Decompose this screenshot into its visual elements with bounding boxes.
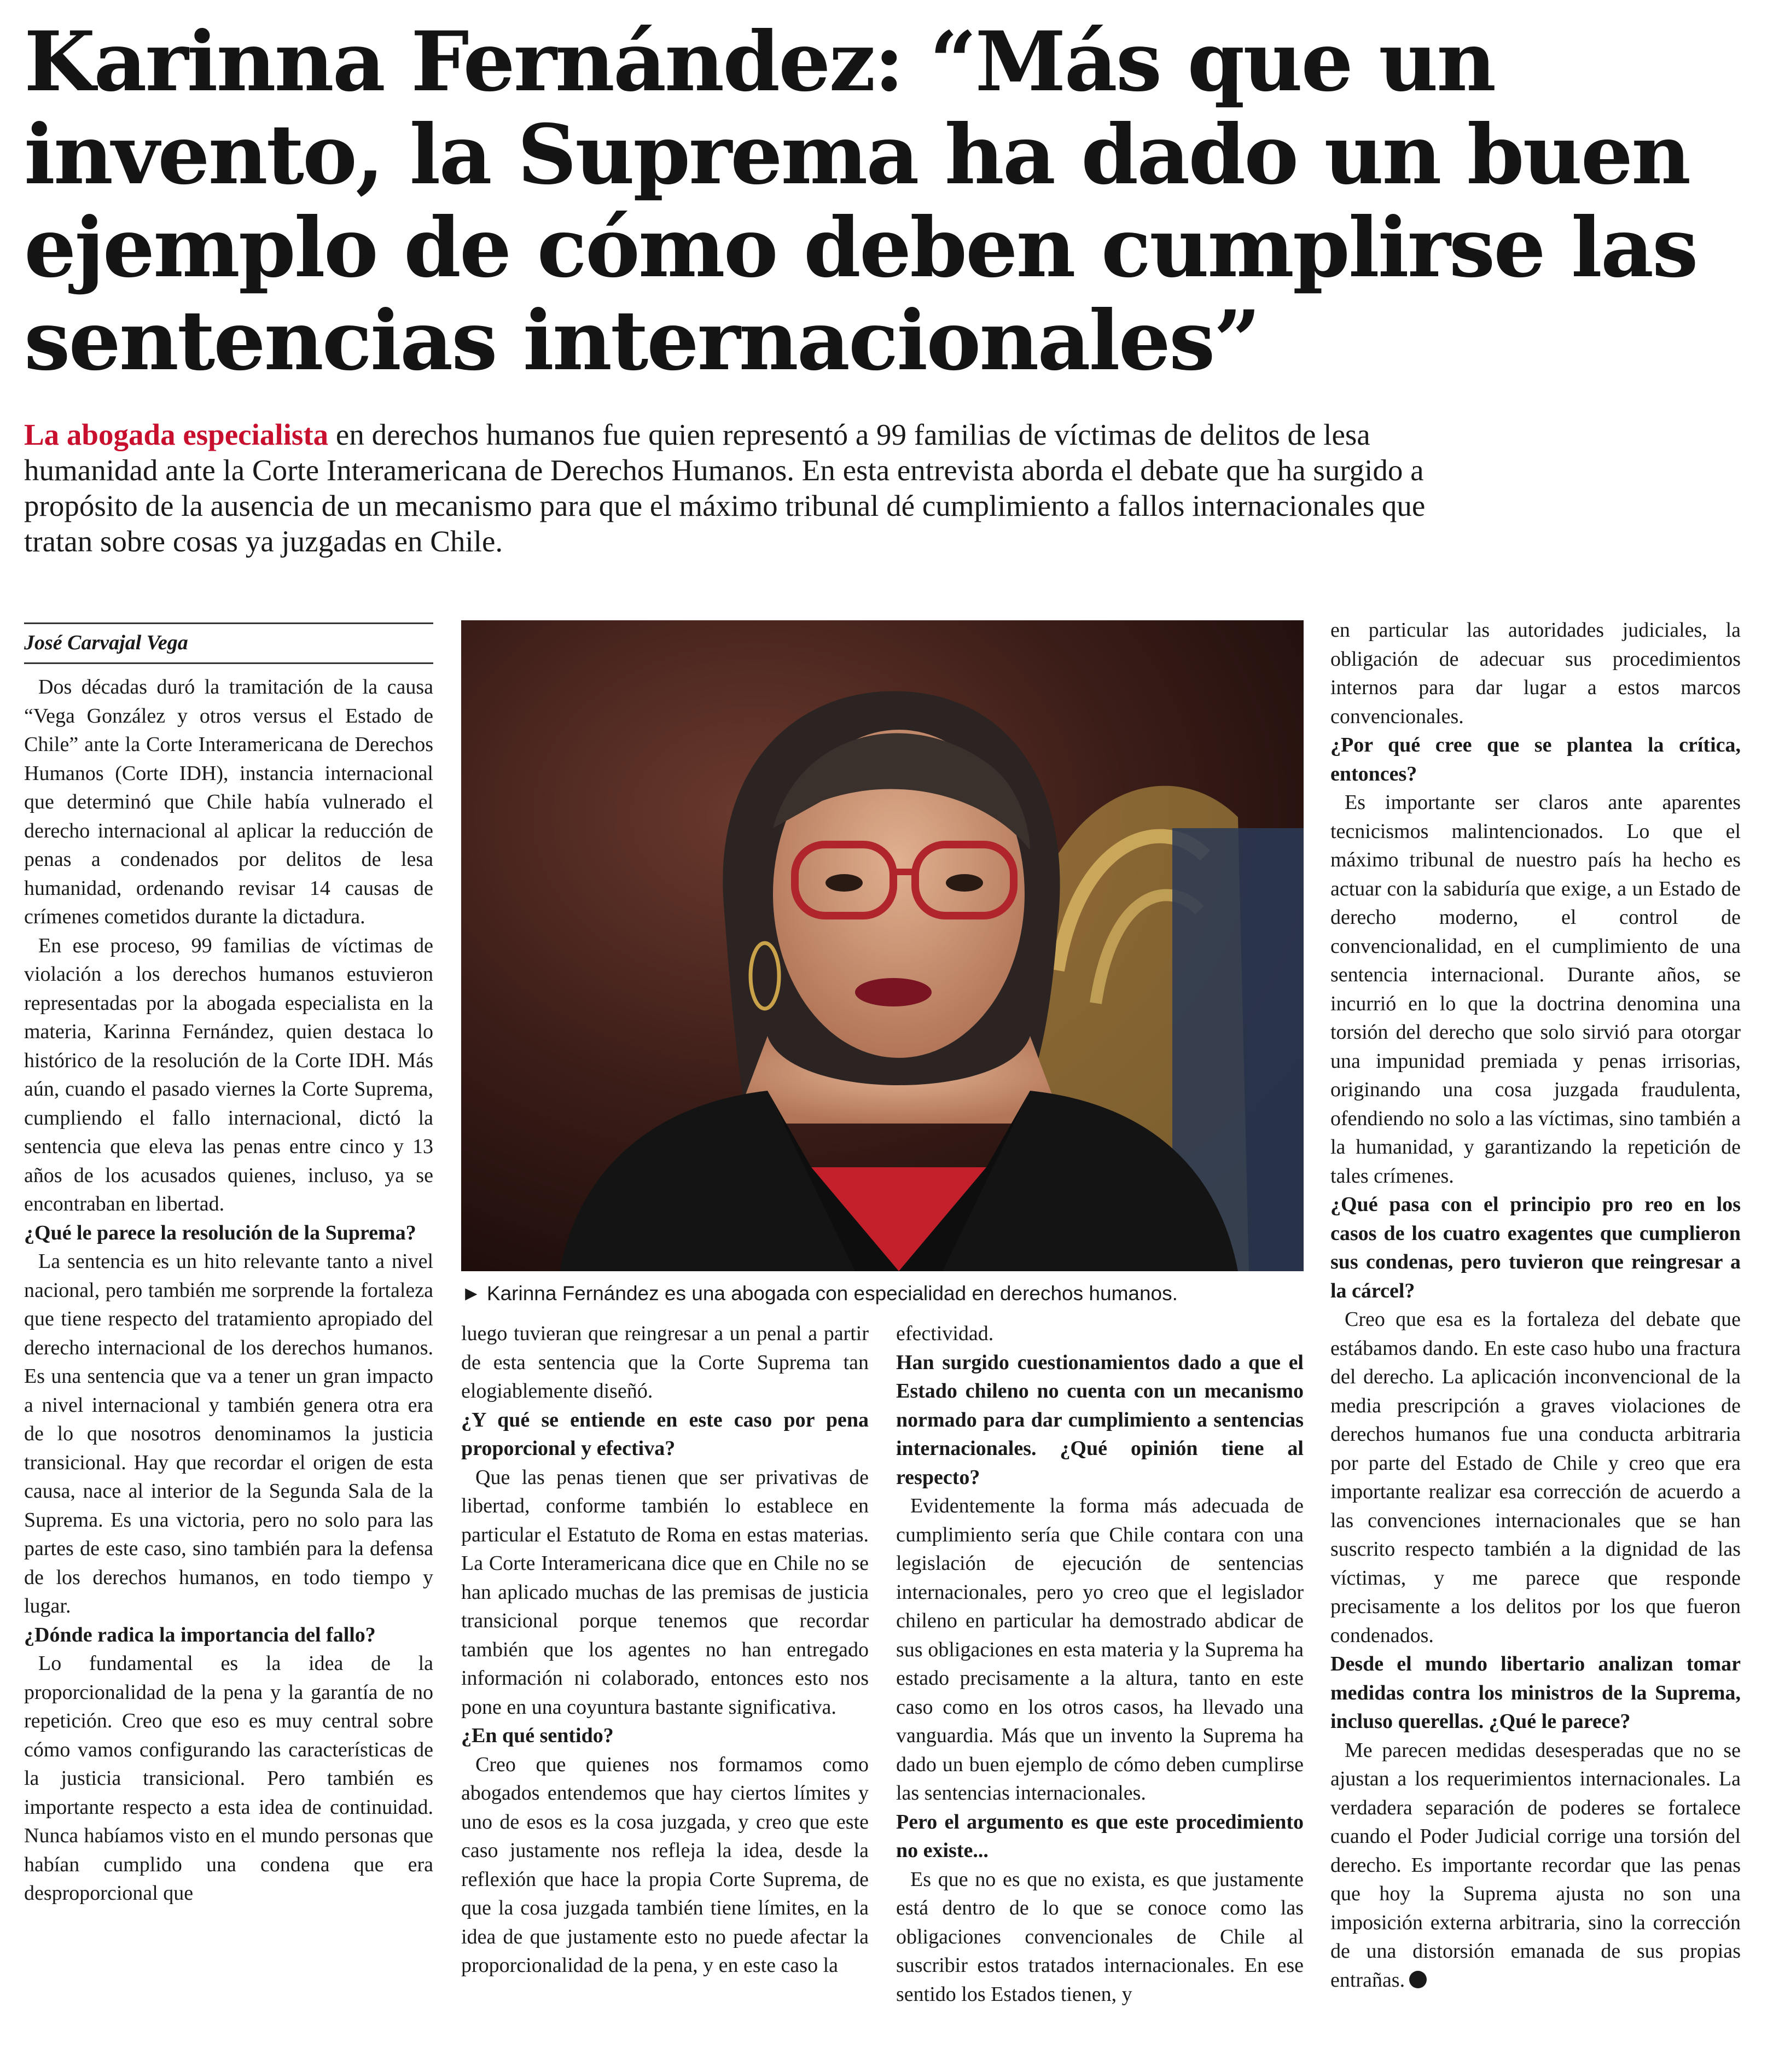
answer: Creo que quienes nos formamos como abogados entendemos que hay ciertos límites y uno de esos es la cosa juzgada, y creo que este caso justamente nos refleja la idea, desde la reflexión que hace la propia Corte Suprema, de que la cosa juzgada también tiene límites, en la idea de que justamente esto no puede afectar la proporcionalidad de la pena, y en este caso la xyxy=(461,1753,869,1977)
question: Pero el argumento es que este procedimiento no existe... xyxy=(896,1810,1304,1862)
question: ¿Qué le parece la resolución de la Suprema? xyxy=(24,1221,416,1244)
answer-continued: efectividad. xyxy=(896,1322,994,1345)
byline-box xyxy=(24,622,433,664)
lead-paragraph xyxy=(24,417,1501,559)
question: ¿Dónde radica la importancia del fallo? xyxy=(24,1623,376,1646)
answer-continued: luego tuvieran que reingresar a un penal a partir de esta sentencia que la Corte Suprema tan elogiablemente diseñó. xyxy=(461,1322,869,1402)
question: ¿Por qué cree que se plantea la crítica, entonces? xyxy=(1330,734,1741,785)
question: ¿Qué pasa con el principio pro reo en los casos de los cuatro exagentes que cumplieron sus condenas, pero tuvieron que reingresar a la cárcel? xyxy=(1330,1193,1741,1302)
answer: Es importante ser claros ante aparentes tecnicismos malintencionados. Lo que el máximo tribunal de nuestro país ha hecho es actuar con la sabiduría que exige, a un Estado de derecho moderno, el control de convencionalidad, en el cumplimiento de una sentencia internacional. Durante años, se incurrió en lo que la doctrina denomina una torsión del derecho que solo sirvió para otorgar una impunidad premiada y penas irrisorias, originando una cosa juzgada fraudulenta, ofendiendo no solo a las víctimas, sino también a la humanidad, y garantizando la repetición de tales crímenes. xyxy=(1330,791,1741,1188)
answer: Evidentemente la forma más adecuada de cumplimiento sería que Chile contara con una legislación de ejecución de sentencias internacionales, pero yo creo que el legislador chileno en particular ha demostrado abdicar de sus obligaciones en esta materia y la Suprema ha estado precisamente a la altura, tanto en este caso como en los otros casos, ha llevado una vanguardia. Más que un invento la Suprema ha dado un buen ejemplo de cómo deben cumplirse las sentencias internacionales. xyxy=(896,1494,1304,1805)
end-mark-icon xyxy=(1409,1971,1427,1988)
lead-accent: La abogada especialista xyxy=(24,418,329,451)
answer: Creo que esa es la fortaleza del debate que estábamos dando. En este caso hubo una fractura del derecho. La aplicación inconvencional de la media prescripción a graves violaciones de derechos humanos fue una conducta arbitraria por parte del Estado de Chile y creo que era importante realizar esa corrección de acuerdo a las convenciones internacionales que se han suscrito respecto también a la dignidad de las víctimas, y me parece que responde precisamente a los delitos por los que fueron condenados. xyxy=(1330,1308,1741,1647)
headline: Karinna Fernández: “Más que un invento, la Suprema ha dado un buen ejemplo de cómo deben cumplirse las sentencias internacionales” xyxy=(24,14,1697,389)
question: ¿Y qué se entiende en este caso por pena proporcional y efectiva? xyxy=(461,1408,869,1460)
answer: Lo fundamental es la idea de la proporcionalidad de la pena y la garantía de no repetición. Creo que eso es muy central sobre cómo vamos configurando las características de la justicia transicional. Pero también es importante respecto a esta idea de continuidad. Nunca habíamos visto en el mundo personas que habían cumplido una condena que era desproporcional que xyxy=(24,1652,433,1905)
answer: La sentencia es un hito relevante tanto a nivel nacional, pero también me sorprende la fortaleza que tiene respecto del tratamiento apropiado del derecho internacional de los derechos humanos. Es una sentencia que va a tener un gran impacto a nivel internacional y también genera otra era de lo que nosotros denominamos la justicia transicional. Hay que recordar el origen de esta causa, nace al interior de la Segunda Sala de la Suprema. Es una victoria, pero no solo para las partes de este caso, sino también para la defensa de los derechos humanos, en todo tiempo y lugar. xyxy=(24,1250,433,1617)
question: Han surgido cuestionamientos dado a que el Estado chileno no cuenta con un mecanismo normado para dar cumplimiento a sentencias internacionales. ¿Qué opinión tiene al respecto? xyxy=(896,1351,1304,1489)
paragraph: Dos décadas duró la tramitación de la causa “Vega González y otros versus el Estado de Chile” ante la Corte Interamericana de Derechos Humanos (Corte IDH), instancia internacional que determinó que Chile había vulnerado el derecho internacional al aplicar la reducción de penas a condenados por delitos de lesa humanidad, ordenando revisar 14 causas de crímenes cometidos durante la dictadura. xyxy=(24,676,433,928)
question: Desde el mundo libertario analizan tomar medidas contra los ministros de la Suprema, incluso querellas. ¿Qué le parece? xyxy=(1330,1652,1741,1733)
paragraph: En ese proceso, 99 familias de víctimas de violación a los derechos humanos estuvieron representadas por la abogada especialista en la materia, Karinna Fernández, quien destaca lo histórico de la resolución de la Corte IDH. Más aún, cuando el pasado viernes la Corte Suprema, cumpliendo el fallo internacional, dictó la sentencia que eleva las penas entre cinco y 13 años de los acusados quienes, incluso, ya se encontraban en libertad. xyxy=(24,934,433,1215)
column-1 xyxy=(24,673,433,1908)
column-2 xyxy=(461,1319,869,1980)
question: ¿En qué sentido? xyxy=(461,1724,614,1747)
portrait-photo xyxy=(461,620,1304,1271)
column-3 xyxy=(896,1319,1304,2009)
answer: Es que no es que no exista, es que justamente está dentro de lo que se conoce como las obligaciones convencionales de Chile al suscribir estos tratados internacionales. En ese sentido los Estados tienen, y xyxy=(896,1867,1304,2006)
byline: José Carvajal Vega xyxy=(24,631,188,654)
answer: Que las penas tienen que ser privativas de libertad, conforme también lo establece en particular el Estatuto de Roma en estas materias. La Corte Interamericana dice que en Chile no se han aplicado muchas de las premisas de justicia transicional porque tenemos que recordar también que los agentes no han entregado información ni colaborado, entonces esto nos pone en una coyuntura bastante significativa. xyxy=(461,1465,869,1719)
lead-text: en derechos humanos fue quien representó a 99 familias de víctimas de delitos de lesa humanidad ante la Corte Interamericana de Derechos Humanos. En esta entrevista aborda el debate que ha surgido a propósito de la ausencia de un mecanismo para que el máximo tribunal dé cumplimiento a fallos internacionales que tratan sobre cosas ya juzgadas en Chile. xyxy=(24,418,1426,558)
answer-continued: en particular las autoridades judiciales, la obligación de adecuar sus procedimientos internos para dar lugar a estos marcos convencionales. xyxy=(1330,619,1741,728)
photo-caption: ► Karinna Fernández es una abogada con especialidad en derechos humanos. xyxy=(461,1282,1178,1305)
final-answer-text: Me parecen medidas desesperadas que no se ajustan a los requerimientos internacionales. La verdadera separación de poderes se fortalece cuando el Poder Judicial corrige una torsión del derecho. Es importante recordar que las penas que hoy la Suprema ajusta no son una imposición externa arbitraria, sino la corrección de una distorsión emanada de sus propias entrañas. xyxy=(1330,1738,1741,1992)
answer xyxy=(1330,1736,1741,1995)
column-4 xyxy=(1330,616,1741,1994)
